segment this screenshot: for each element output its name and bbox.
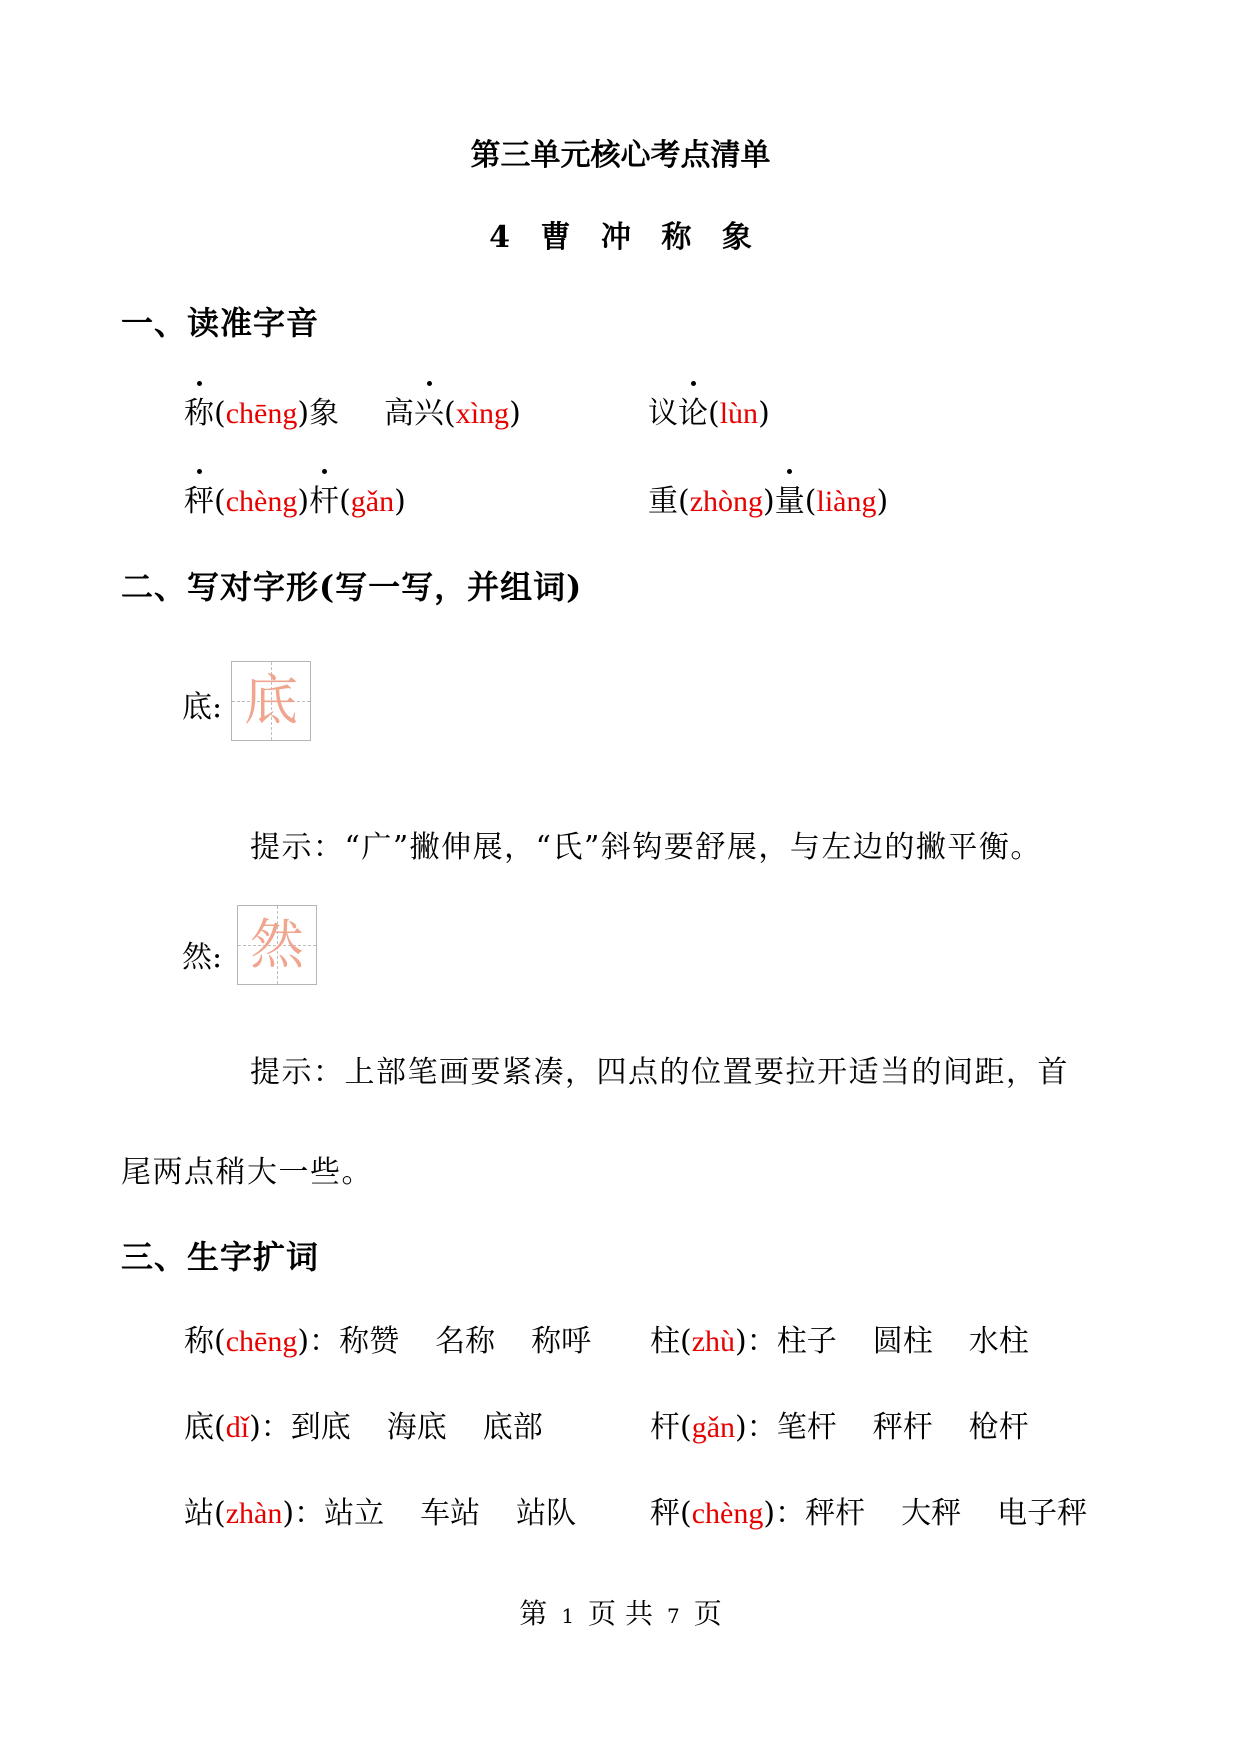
pron-item: 高兴(xìng)	[384, 388, 521, 432]
char: 站	[184, 1496, 214, 1531]
word: 名称	[435, 1324, 496, 1359]
writing-hint-cont: 尾两点稍大一些。	[121, 1155, 373, 1190]
dotted-char: 论	[678, 388, 708, 432]
char: 然	[182, 940, 212, 975]
expand-item: 底(dǐ)：到底 海底 底部	[184, 1402, 543, 1446]
lesson-title	[0, 212, 1241, 256]
pron-item: 称(chēng)象	[184, 388, 339, 432]
word: 车站	[420, 1496, 481, 1531]
expand-item: 杆(gǎn)：笔杆 秤杆 枪杆	[650, 1402, 1029, 1446]
char: 象	[309, 396, 340, 431]
dotted-char: 量	[775, 476, 805, 520]
pinyin: chèng	[691, 1497, 764, 1530]
section-heading-expand: 三、生字扩词	[121, 1238, 320, 1276]
total-pages: 7	[666, 1604, 680, 1628]
pinyin: zhàn	[225, 1497, 283, 1530]
char: 称	[184, 1324, 214, 1359]
section-heading-writing: 二、写对字形(写一写，并组词)	[121, 568, 583, 606]
char: 底	[184, 1410, 214, 1445]
word: 站立	[324, 1496, 385, 1531]
char: 柱	[650, 1324, 680, 1359]
char: 重	[648, 484, 678, 519]
lesson-char: 象	[721, 220, 752, 255]
pinyin: zhòng	[689, 485, 764, 518]
word: 大秤	[901, 1496, 962, 1531]
trace-char: 然	[250, 913, 304, 976]
pron-item: 重(zhòng)量(liàng)	[648, 476, 888, 520]
word: 柱子	[776, 1324, 837, 1359]
dotted-char: 兴	[414, 388, 444, 432]
word: 笔杆	[776, 1410, 837, 1445]
dotted-char: 杆	[309, 476, 339, 520]
tian-grid-box	[231, 661, 311, 741]
pinyin: xìng	[455, 397, 510, 430]
expand-item: 柱(zhù)：柱子 圆柱 水柱	[650, 1316, 1029, 1360]
page-title: 第三单元核心考点清单	[470, 138, 771, 173]
char: 杆	[650, 1410, 680, 1445]
word: 到底	[290, 1410, 351, 1445]
word: 水柱	[968, 1324, 1029, 1359]
page-number: 1	[561, 1604, 575, 1628]
writing-char-label: 然:	[182, 940, 223, 975]
trace-char: 底	[244, 669, 298, 732]
word: 枪杆	[968, 1410, 1029, 1445]
word: 圆柱	[872, 1324, 933, 1359]
char: 秤	[650, 1496, 680, 1531]
writing-hint: 提示：“广”撇伸展，“氏”斜钩要舒展，与左边的撇平衡。	[250, 830, 1042, 865]
pinyin: chēng	[225, 1325, 298, 1358]
char: 高	[384, 396, 414, 431]
footer-text: 页	[693, 1597, 722, 1630]
expand-item: 站(zhàn)：站立 车站 站队	[184, 1488, 576, 1532]
word: 秤杆	[872, 1410, 933, 1445]
word: 称呼	[531, 1324, 592, 1359]
page-footer	[0, 1592, 1241, 1632]
footer-text: 页 共	[588, 1597, 653, 1630]
lesson-char: 称	[661, 220, 692, 255]
dotted-char: 秤	[184, 476, 214, 520]
pron-item: 议论(lùn)	[648, 388, 770, 432]
expand-item: 秤(chèng)：秤杆 大秤 电子秤	[650, 1488, 1087, 1532]
pinyin: lùn	[719, 397, 759, 430]
lesson-char: 曹	[540, 220, 571, 255]
word: 电子秤	[997, 1496, 1088, 1531]
pron-item: 秤(chèng)杆(gǎn)	[184, 476, 406, 520]
lesson-number: 4	[489, 220, 511, 255]
word: 底部	[482, 1410, 543, 1445]
writing-char-label: 底:	[182, 690, 223, 725]
char: 议	[648, 396, 678, 431]
footer-text: 第	[519, 1597, 548, 1630]
dotted-char: 称	[184, 388, 214, 432]
pinyin: zhù	[691, 1325, 736, 1358]
writing-hint: 提示：上部笔画要紧凑，四点的位置要拉开适当的间距，首	[250, 1055, 1069, 1090]
pinyin: gǎn	[691, 1411, 736, 1444]
section-heading-pronunciation: 一、读准字音	[121, 304, 320, 342]
tian-grid-box	[237, 905, 317, 985]
lesson-char: 冲	[600, 220, 631, 255]
word: 站队	[516, 1496, 577, 1531]
pinyin: chèng	[225, 485, 298, 518]
word: 称赞	[339, 1324, 400, 1359]
char: 底	[182, 690, 212, 725]
word: 秤杆	[805, 1496, 866, 1531]
pinyin: chēng	[225, 397, 298, 430]
pinyin: liàng	[816, 485, 877, 518]
pinyin: dǐ	[225, 1411, 250, 1444]
word: 海底	[386, 1410, 447, 1445]
pinyin: gǎn	[350, 485, 395, 518]
expand-item: 称(chēng)：称赞 名称 称呼	[184, 1316, 591, 1360]
